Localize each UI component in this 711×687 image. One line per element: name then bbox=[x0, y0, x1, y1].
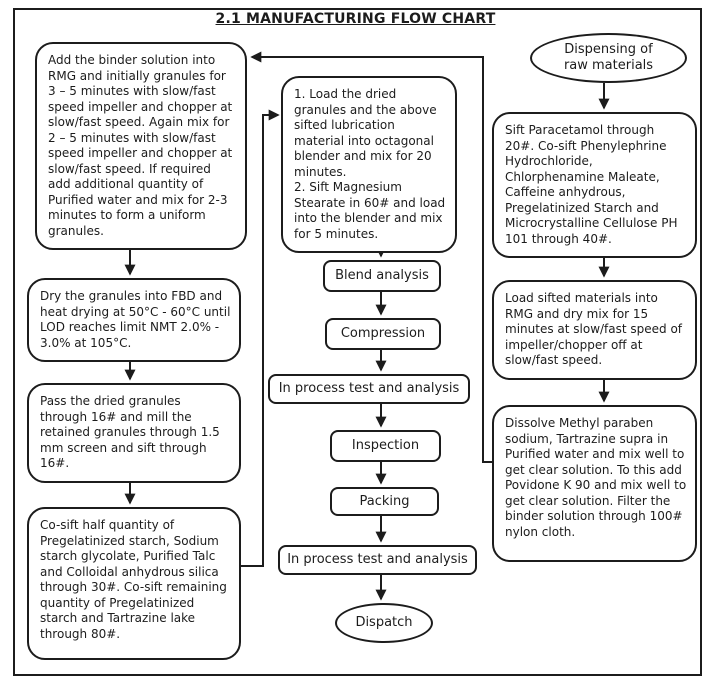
node-in-process-test-1: In process test and analysis bbox=[268, 374, 470, 404]
node-inspection: Inspection bbox=[330, 430, 441, 462]
node-dispensing: Dispensing of raw materials bbox=[530, 33, 687, 83]
node-lubricant-co-sifting-text: Co-sift half quantity of Pregelatinized starch, Sodium starch glycolate, Purified Talc and Colloidal anhydrous silica through 30#. Co-sift remaining quantity of Pregelatinized starch and Tartrazine lake through 80#. bbox=[40, 518, 227, 641]
node-api-sifting-text: Sift Paracetamol through 20#. Co-sift Phenylephrine Hydrochloride, Chlorphenamine Maleate, Caffeine anhydrous, Pregelatinized Starch and Microcrystalline Cellulose PH 101 through 40#. bbox=[505, 123, 678, 246]
node-in-process-test-2: In process test and analysis bbox=[278, 545, 477, 575]
node-blending-step-2: 2. Sift Magnesium Stearate in 60# and load into the blender and mix for 5 minutes. bbox=[294, 180, 446, 241]
node-milling-sifting bbox=[27, 383, 241, 483]
node-binder-preparation bbox=[492, 405, 697, 562]
node-drying bbox=[27, 278, 241, 362]
node-dry-mixing-text: Load sifted materials into RMG and dry mix for 15 minutes at slow/fast speed of impeller/chopper off at slow/fast speed. bbox=[505, 291, 683, 367]
node-blend-analysis: Blend analysis bbox=[323, 260, 441, 292]
node-binder-preparation-text: Dissolve Methyl paraben sodium, Tartrazine supra in Purified water and mix well to get clear solution. To this add Povidone K 90 and mix well to get clear solution. Filter the binder solution through 100# nylon cloth. bbox=[505, 416, 687, 539]
page-title: 2.1 MANUFACTURING FLOW CHART bbox=[215, 11, 496, 27]
node-binder-addition bbox=[35, 42, 247, 250]
node-binder-addition-text: Add the binder solution into RMG and initially granules for 3 – 5 minutes with slow/fast speed impeller and chopper at slow/fast speed. Again mix for 2 – 5 minutes with slow/fast speed impeller and chopper at slow/fast speed. If required add additional quantity of Purified water and mix for 2-3 minutes to form a uniform granules. bbox=[48, 53, 233, 238]
node-compression: Compression bbox=[325, 318, 441, 350]
node-api-sifting bbox=[492, 112, 697, 258]
node-blending-step-1: 1. Load the dried granules and the above sifted lubrication material into octagonal blender and mix for 20 minutes. bbox=[294, 87, 437, 179]
node-drying-text: Dry the granules into FBD and heat drying at 50°C - 60°C until LOD reaches limit NMT 2.0% - 3.0% at 105°C. bbox=[40, 289, 231, 350]
node-packing: Packing bbox=[330, 487, 439, 516]
node-dry-mixing bbox=[492, 280, 697, 380]
node-lubricant-co-sifting bbox=[27, 507, 241, 660]
node-milling-sifting-text: Pass the dried granules through 16# and mill the retained granules through 1.5 mm screen and sift through 16#. bbox=[40, 394, 220, 470]
node-blending bbox=[281, 76, 457, 253]
node-dispatch: Dispatch bbox=[335, 603, 433, 643]
